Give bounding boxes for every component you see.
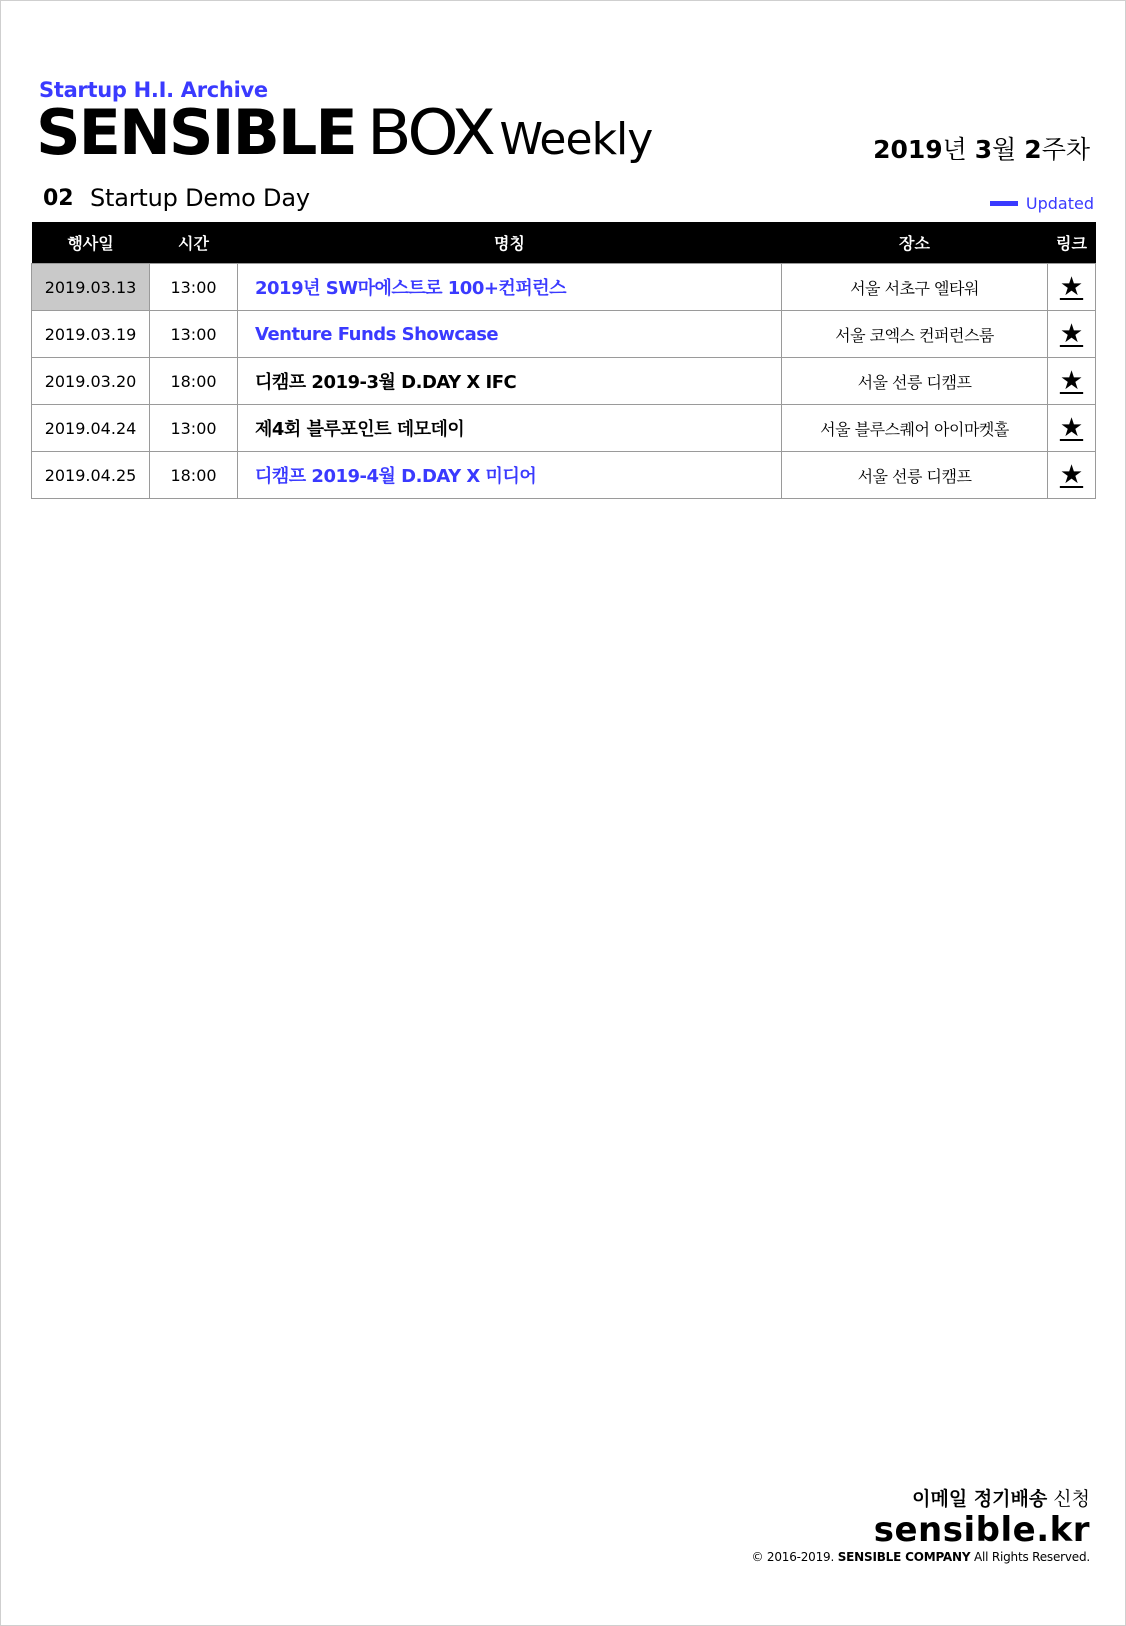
- brand-main: SENSIBLE: [36, 96, 356, 169]
- updated-legend-label: Updated: [1025, 194, 1094, 213]
- brand-logo: [36, 98, 652, 168]
- event-date-text: 2019.04.24: [44, 418, 137, 438]
- event-name: 제4회 블루포인트 데모데이: [238, 405, 782, 452]
- star-icon[interactable]: ★: [1048, 311, 1096, 358]
- event-name: 2019년 SW마에스트로 100+컨퍼런스: [238, 264, 782, 311]
- issue-week: [873, 130, 1090, 166]
- event-date: [32, 405, 150, 452]
- issue-year-unit: 년: [942, 135, 975, 164]
- section-number: 02: [43, 186, 74, 211]
- star-icon[interactable]: ★: [1048, 264, 1096, 311]
- star-icon[interactable]: ★: [1048, 452, 1096, 499]
- event-time: 18:00: [150, 452, 238, 499]
- copyright-suffix: All Rights Reserved.: [970, 1550, 1090, 1564]
- site-link[interactable]: sensible.kr: [873, 1510, 1090, 1550]
- event-time: 18:00: [150, 358, 238, 405]
- issue-week-number: 2: [1024, 135, 1042, 164]
- event-date: [32, 358, 150, 405]
- subscribe-bold: 이메일 정기배송: [912, 1488, 1048, 1510]
- copyright-prefix: © 2016-2019.: [751, 1550, 838, 1564]
- section-title: Startup Demo Day: [90, 184, 310, 212]
- subscribe-link[interactable]: [912, 1484, 1090, 1511]
- header-name: 명칭: [238, 222, 782, 264]
- brand-box: BOX: [366, 96, 493, 169]
- event-time: 13:00: [150, 405, 238, 452]
- issue-year: 2019: [873, 135, 943, 164]
- event-place: 서울 서초구 엘타워: [782, 264, 1048, 311]
- issue-month: 3: [974, 135, 993, 164]
- archive-label: Startup H.I. Archive: [39, 78, 268, 102]
- event-date-text: 2019.03.19: [44, 324, 137, 344]
- header-place: 장소: [782, 222, 1048, 264]
- header-time: 시간: [150, 222, 238, 264]
- event-name: 디캠프 2019-4월 D.DAY X 미디어: [238, 452, 782, 499]
- table-row: [32, 405, 1096, 452]
- event-date: [32, 311, 150, 358]
- event-name: Venture Funds Showcase: [238, 311, 782, 358]
- event-place: 서울 선릉 디캠프: [782, 358, 1048, 405]
- subscribe-rest: 신청: [1047, 1488, 1090, 1510]
- header-date: 행사일: [32, 222, 150, 264]
- table-row: [32, 311, 1096, 358]
- events-table: [31, 222, 1096, 499]
- event-name: 디캠프 2019-3월 D.DAY X IFC: [238, 358, 782, 405]
- event-place: 서울 블루스퀘어 아이마켓홀: [782, 405, 1048, 452]
- table-row: [32, 452, 1096, 499]
- event-place: 서울 코엑스 컨퍼런스룸: [782, 311, 1048, 358]
- event-date-text: 2019.03.13: [44, 277, 137, 297]
- event-date-text: 2019.03.20: [44, 371, 137, 391]
- updated-legend: [990, 194, 1094, 213]
- brand-weekly: Weekly: [499, 114, 653, 165]
- issue-month-unit: 월: [992, 135, 1025, 164]
- table-row: [32, 358, 1096, 405]
- star-icon[interactable]: ★: [1048, 405, 1096, 452]
- star-icon[interactable]: ★: [1048, 358, 1096, 405]
- event-time: 13:00: [150, 311, 238, 358]
- table-header-row: [32, 222, 1096, 264]
- event-time: 13:00: [150, 264, 238, 311]
- event-date: [32, 452, 150, 499]
- header-link: 링크: [1048, 222, 1096, 264]
- event-place: 서울 선릉 디캠프: [782, 452, 1048, 499]
- issue-week-unit: 주차: [1041, 135, 1090, 164]
- updated-legend-swatch: [990, 201, 1018, 206]
- copyright-company: SENSIBLE COMPANY: [837, 1550, 971, 1564]
- table-row: [32, 264, 1096, 311]
- event-date-text: 2019.04.25: [44, 465, 137, 485]
- event-date: [32, 264, 150, 311]
- copyright: [751, 1550, 1090, 1564]
